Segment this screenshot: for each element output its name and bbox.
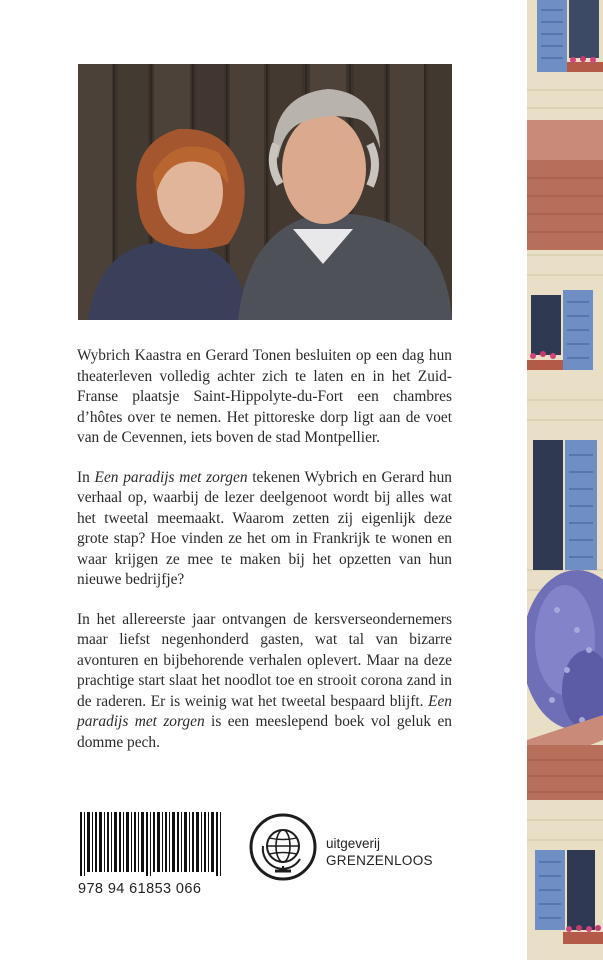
blurb-paragraph-2-intro: In — [77, 468, 95, 486]
globe-icon — [248, 812, 318, 882]
isbn-number: 978 94 61853 066 — [78, 881, 202, 897]
blurb-paragraph-1-text: Wybrich Kaastra en Gerard Tonen besluiten op een dag hun theaterleven volledig achter zich te laten en in het Zuid-Franse plaatsje Saint-Hippolyte-du-Fort een chambres d’hôtes over te nemen. Het pittoreske dorp ligt aan de voet van de Cevennen, iets boven de stad Montpellier. — [77, 347, 452, 446]
blurb-paragraph-3-outro: is een meeslepend boek vol geluk en domme pech. — [77, 713, 452, 751]
barcode-icon — [78, 810, 223, 878]
blurb-paragraph-2 — [77, 468, 452, 591]
blurb-paragraph-3-text: In het allereerste jaar ontvangen de kersverseondernemers maar liefst negenhonderd gasten, wat tal van bizarre avonturen en bijbehorende verhalen oplevert. Maar na deze prachtige start slaat het noodlot toe en strooit corona zand in de raderen. Er is weinig wat het tweetal bespaard blijft. — [77, 610, 452, 710]
blurb-paragraph-2-text: tekenen Wybrich en Gerard hun verhaal op, waarbij de lezer deelgenoot wordt bij alles wat het tweetal meemaakt. Waarom zetten zij eigenlijk deze grote stap? Hoe vinden ze het om in Frankrijk te wonen en waar krijgen ze mee te maken bij het opzetten van hun nieuwe bedrijfje? — [77, 468, 452, 588]
blurb-paragraph-3 — [77, 610, 452, 754]
publisher-name: GRENZENLOOS — [326, 853, 433, 868]
publisher-prefix: uitgeverij — [326, 836, 381, 851]
author-photo-illustration — [78, 64, 452, 320]
publisher-logo — [248, 812, 458, 884]
book-title-italic: Een paradijs met zorgen — [94, 468, 248, 486]
side-illustration — [527, 0, 603, 960]
book-title-italic: Een paradijs met zorgen — [77, 692, 452, 730]
blurb-paragraph-1 — [77, 346, 452, 449]
book-blurb — [77, 346, 452, 772]
author-photo — [78, 64, 452, 320]
house-facade-illustration — [527, 0, 603, 960]
